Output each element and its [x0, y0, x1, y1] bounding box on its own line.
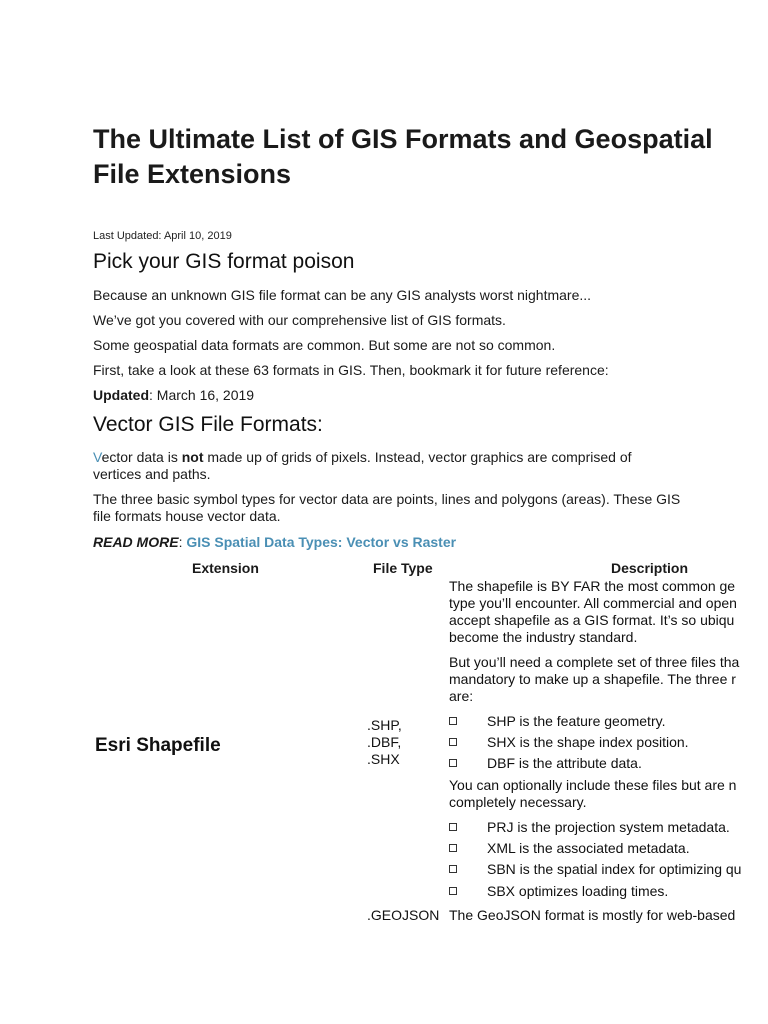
checkbox-bullet-icon: [449, 717, 457, 725]
list-item: SHX is the shape index position.: [487, 734, 689, 750]
column-header-file-type: File Type: [373, 560, 433, 576]
drop-cap: V: [93, 449, 102, 465]
description-line: completely necessary.: [449, 794, 587, 810]
file-type-line: .SHP,: [367, 717, 402, 733]
read-more-line: READ MORE: GIS Spatial Data Types: Vector vs Raster: [93, 534, 457, 550]
paragraph: We’ve got you covered with our comprehensive list of GIS formats.: [93, 312, 506, 328]
file-type-geojson: .GEOJSON: [367, 907, 440, 923]
list-item: SBX optimizes loading times.: [487, 883, 669, 899]
description-line: But you’ll need a complete set of three files tha: [449, 654, 740, 670]
vector-paragraph: Vector data is not made up of grids of pixels. Instead, vector graphics are comprised of vertices and paths.: [93, 449, 632, 482]
checkbox-bullet-icon: [449, 887, 457, 895]
list-item: PRJ is the projection system metadata.: [487, 819, 730, 835]
page-title: The Ultimate List of GIS Formats and Geospatial File Extensions: [93, 124, 713, 189]
section-heading-vector: Vector GIS File Formats:: [93, 413, 323, 436]
description-line: mandatory to make up a shapefile. The three r: [449, 671, 736, 687]
read-more-label: READ MORE: [93, 534, 179, 550]
updated-label: Updated: [93, 387, 149, 403]
column-header-extension: Extension: [192, 560, 259, 576]
vector-paragraph-2: The three basic symbol types for vector data are points, lines and polygons (areas). These GIS file formats house vector data.: [93, 491, 681, 524]
description-line: are:: [449, 688, 474, 704]
paragraph: Some geospatial data formats are common. But some are not so common.: [93, 337, 556, 353]
list-item: XML is the associated metadata.: [487, 840, 690, 856]
checkbox-bullet-icon: [449, 759, 457, 767]
description-line: type you’ll encounter. All commercial and open: [449, 595, 737, 611]
updated-line: [93, 387, 254, 404]
read-more-link[interactable]: GIS Spatial Data Types: Vector vs Raster: [186, 534, 457, 550]
column-header-description: Description: [611, 560, 689, 576]
checkbox-bullet-icon: [449, 823, 457, 831]
list-item: DBF is the attribute data.: [487, 755, 642, 771]
checkbox-bullet-icon: [449, 844, 457, 852]
last-updated: Last Updated: April 10, 2019: [93, 230, 232, 242]
checkbox-bullet-icon: [449, 865, 457, 873]
description-line: The shapefile is BY FAR the most common ge: [449, 578, 736, 594]
description-line: The GeoJSON format is mostly for web-based: [449, 907, 736, 923]
paragraph: First, take a look at these 63 formats in GIS. Then, bookmark it for future reference:: [93, 362, 609, 378]
updated-value: : March 16, 2019: [149, 387, 255, 403]
file-type-line: .DBF,: [367, 734, 402, 750]
extension-esri-shapefile: Esri Shapefile: [95, 735, 221, 756]
description-line: accept shapefile as a GIS format. It’s so ubiqu: [449, 612, 735, 628]
section-heading-poison: Pick your GIS format poison: [93, 250, 355, 273]
list-item: SHP is the feature geometry.: [487, 713, 666, 729]
description-line: You can optionally include these files but are n: [449, 777, 737, 793]
checkbox-bullet-icon: [449, 738, 457, 746]
file-type-line: .SHX: [367, 751, 400, 767]
description-line: become the industry standard.: [449, 629, 638, 645]
paragraph: Because an unknown GIS file format can be any GIS analysts worst nightmare...: [93, 287, 592, 303]
list-item: SBN is the spatial index for optimizing qu: [487, 861, 742, 877]
